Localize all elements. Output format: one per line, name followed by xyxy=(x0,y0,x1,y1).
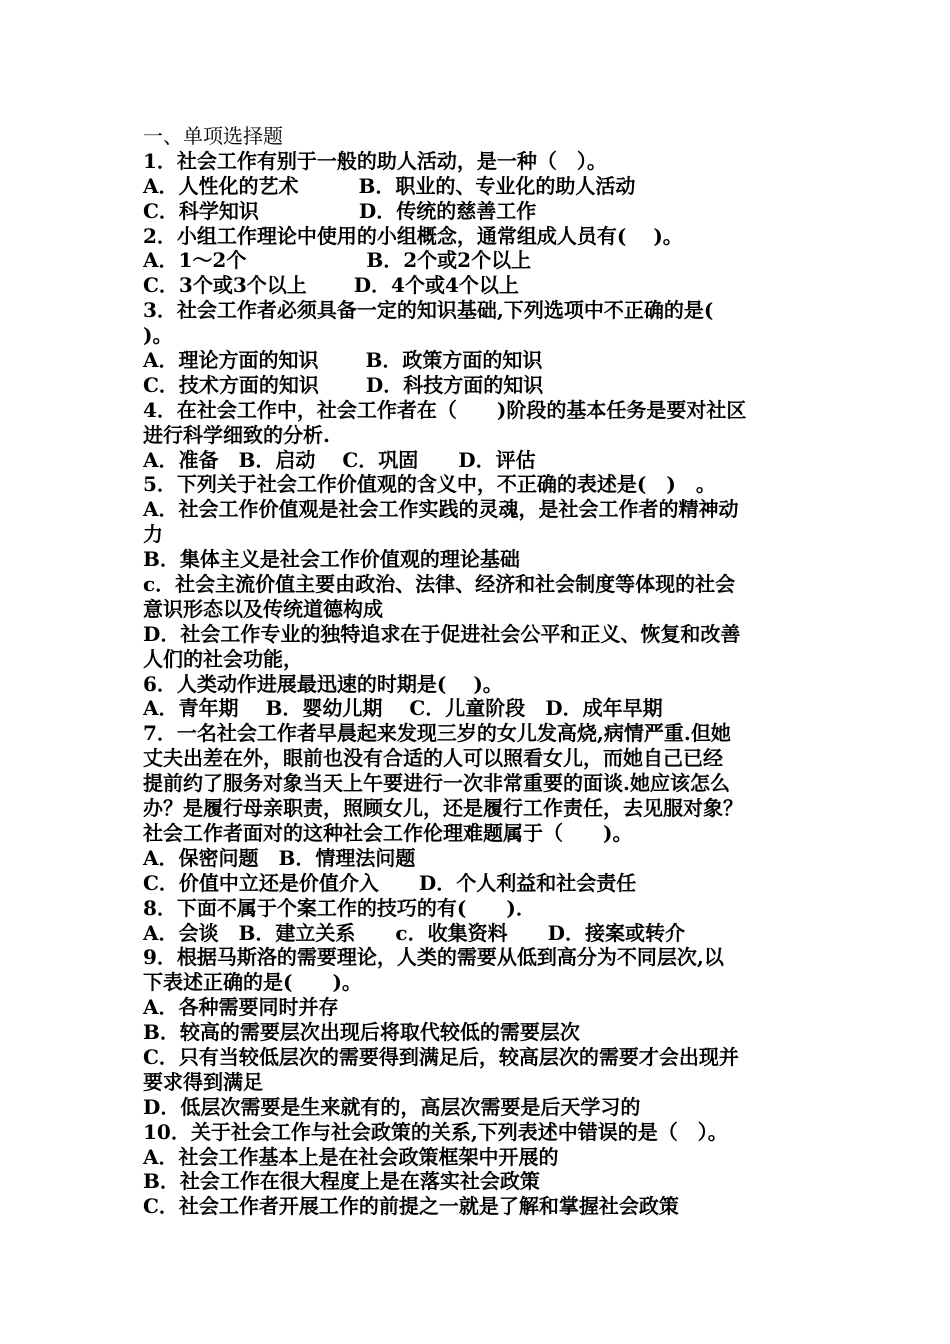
text-line: 人们的社会功能， xyxy=(143,646,303,671)
document-page xyxy=(143,124,843,1219)
text-line: 10．关于社会工作与社会政策的关系,下列表述中错误的是（ ）。 xyxy=(143,1119,728,1144)
text-line: A．理论方面的知识 B．政策方面的知识 xyxy=(143,348,543,373)
text-line: 进行科学细致的分析. xyxy=(143,422,330,447)
text-line: C．科学知识 D．传统的慈善工作 xyxy=(143,198,537,223)
text-line: B．社会工作在很大程度上是在落实社会政策 xyxy=(143,1169,540,1194)
text-line: 7．一名社会工作者早晨起来发现三岁的女儿发高烧,病情严重.但她 xyxy=(143,721,731,746)
text-line: D．社会工作专业的独特追求在于促进社会公平和正义、恢复和改善 xyxy=(143,621,741,646)
text-line: B．较高的需要层次出现后将取代较低的需要层次 xyxy=(143,1020,580,1045)
text-line: 1．社会工作有别于一般的助人活动，是一种（ ）。 xyxy=(143,148,607,173)
text-line: 5．下列关于社会工作价值观的含义中，不正确的表述是( ) 。 xyxy=(143,472,716,497)
text-line: 6．人类动作进展最迅速的时期是( )。 xyxy=(143,671,503,696)
text-line: 意识形态以及传统道德构成 xyxy=(143,596,383,621)
text-line: )。 xyxy=(143,323,173,348)
text-line: 3．社会工作者必须具备一定的知识基础,下列选项中不正确的是( xyxy=(143,298,714,323)
text-line: A．人性化的艺术 B．职业的、专业化的助人活动 xyxy=(143,173,636,198)
text-line: A．青年期 B．婴幼儿期 C．儿童阶段 D．成年早期 xyxy=(143,696,663,721)
text-line: 提前约了服务对象当天上午要进行一次非常重要的面谈.她应该怎么 xyxy=(143,771,730,796)
text-line: C．社会工作者开展工作的前提之一就是了解和掌握社会政策 xyxy=(143,1194,679,1219)
text-line: A．保密问题 B．情理法问题 xyxy=(143,845,416,870)
text-line: 8．下面不属于个案工作的技巧的有( )． xyxy=(143,895,536,920)
text-line: D．低层次需要是生来就有的，高层次需要是后天学习的 xyxy=(143,1094,641,1119)
text-line: 下表述正确的是( )。 xyxy=(143,970,362,995)
text-line: 2．小组工作理论中使用的小组概念，通常组成人员有( )。 xyxy=(143,223,683,248)
text-line: A．社会工作价值观是社会工作实践的灵魂，是社会工作者的精神动 xyxy=(143,497,739,522)
text-line: C．技术方面的知识 D．科技方面的知识 xyxy=(143,372,544,397)
text-line: A．会谈 B．建立关系 c．收集资料 D．接案或转介 xyxy=(143,920,685,945)
section-title: 一、单项选择题 xyxy=(143,124,283,148)
text-line: 4．在社会工作中，社会工作者在（ )阶段的基本任务是要对社区 xyxy=(143,397,747,422)
text-line: 力 xyxy=(143,522,163,547)
text-line: A．准备 B．启动 C．巩固 D．评估 xyxy=(143,447,536,472)
text-line: A．各种需要同时并存 xyxy=(143,995,339,1020)
text-line: B．集体主义是社会工作价值观的理论基础 xyxy=(143,547,520,572)
text-line: 丈夫出差在外，眼前也没有合适的人可以照看女儿，而她自己已经 xyxy=(143,746,723,771)
text-line: 9．根据马斯洛的需要理论，人类的需要从低到高分为不同层次,以 xyxy=(143,945,724,970)
text-line: A．社会工作基本上是在社会政策框架中开展的 xyxy=(143,1144,559,1169)
text-line: C．只有当较低层次的需要得到满足后，较高层次的需要才会出现并 xyxy=(143,1044,739,1069)
text-line: A．1～2个 B．2个或2个以上 xyxy=(143,248,532,273)
text-line: 要求得到满足 xyxy=(143,1069,263,1094)
text-line: C．3个或3个以上 D．4个或4个以上 xyxy=(143,273,519,298)
text-line: 办？是履行母亲职责，照顾女儿，还是履行工作责任，去见服对象？ xyxy=(143,796,743,821)
text-line: 社会工作者面对的这种社会工作伦理难题属于（ )。 xyxy=(143,820,633,845)
text-line: c．社会主流价值主要由政治、法律、经济和社会制度等体现的社会 xyxy=(143,572,736,597)
text-line: C．价值中立还是价值介入 D．个人利益和社会责任 xyxy=(143,870,637,895)
